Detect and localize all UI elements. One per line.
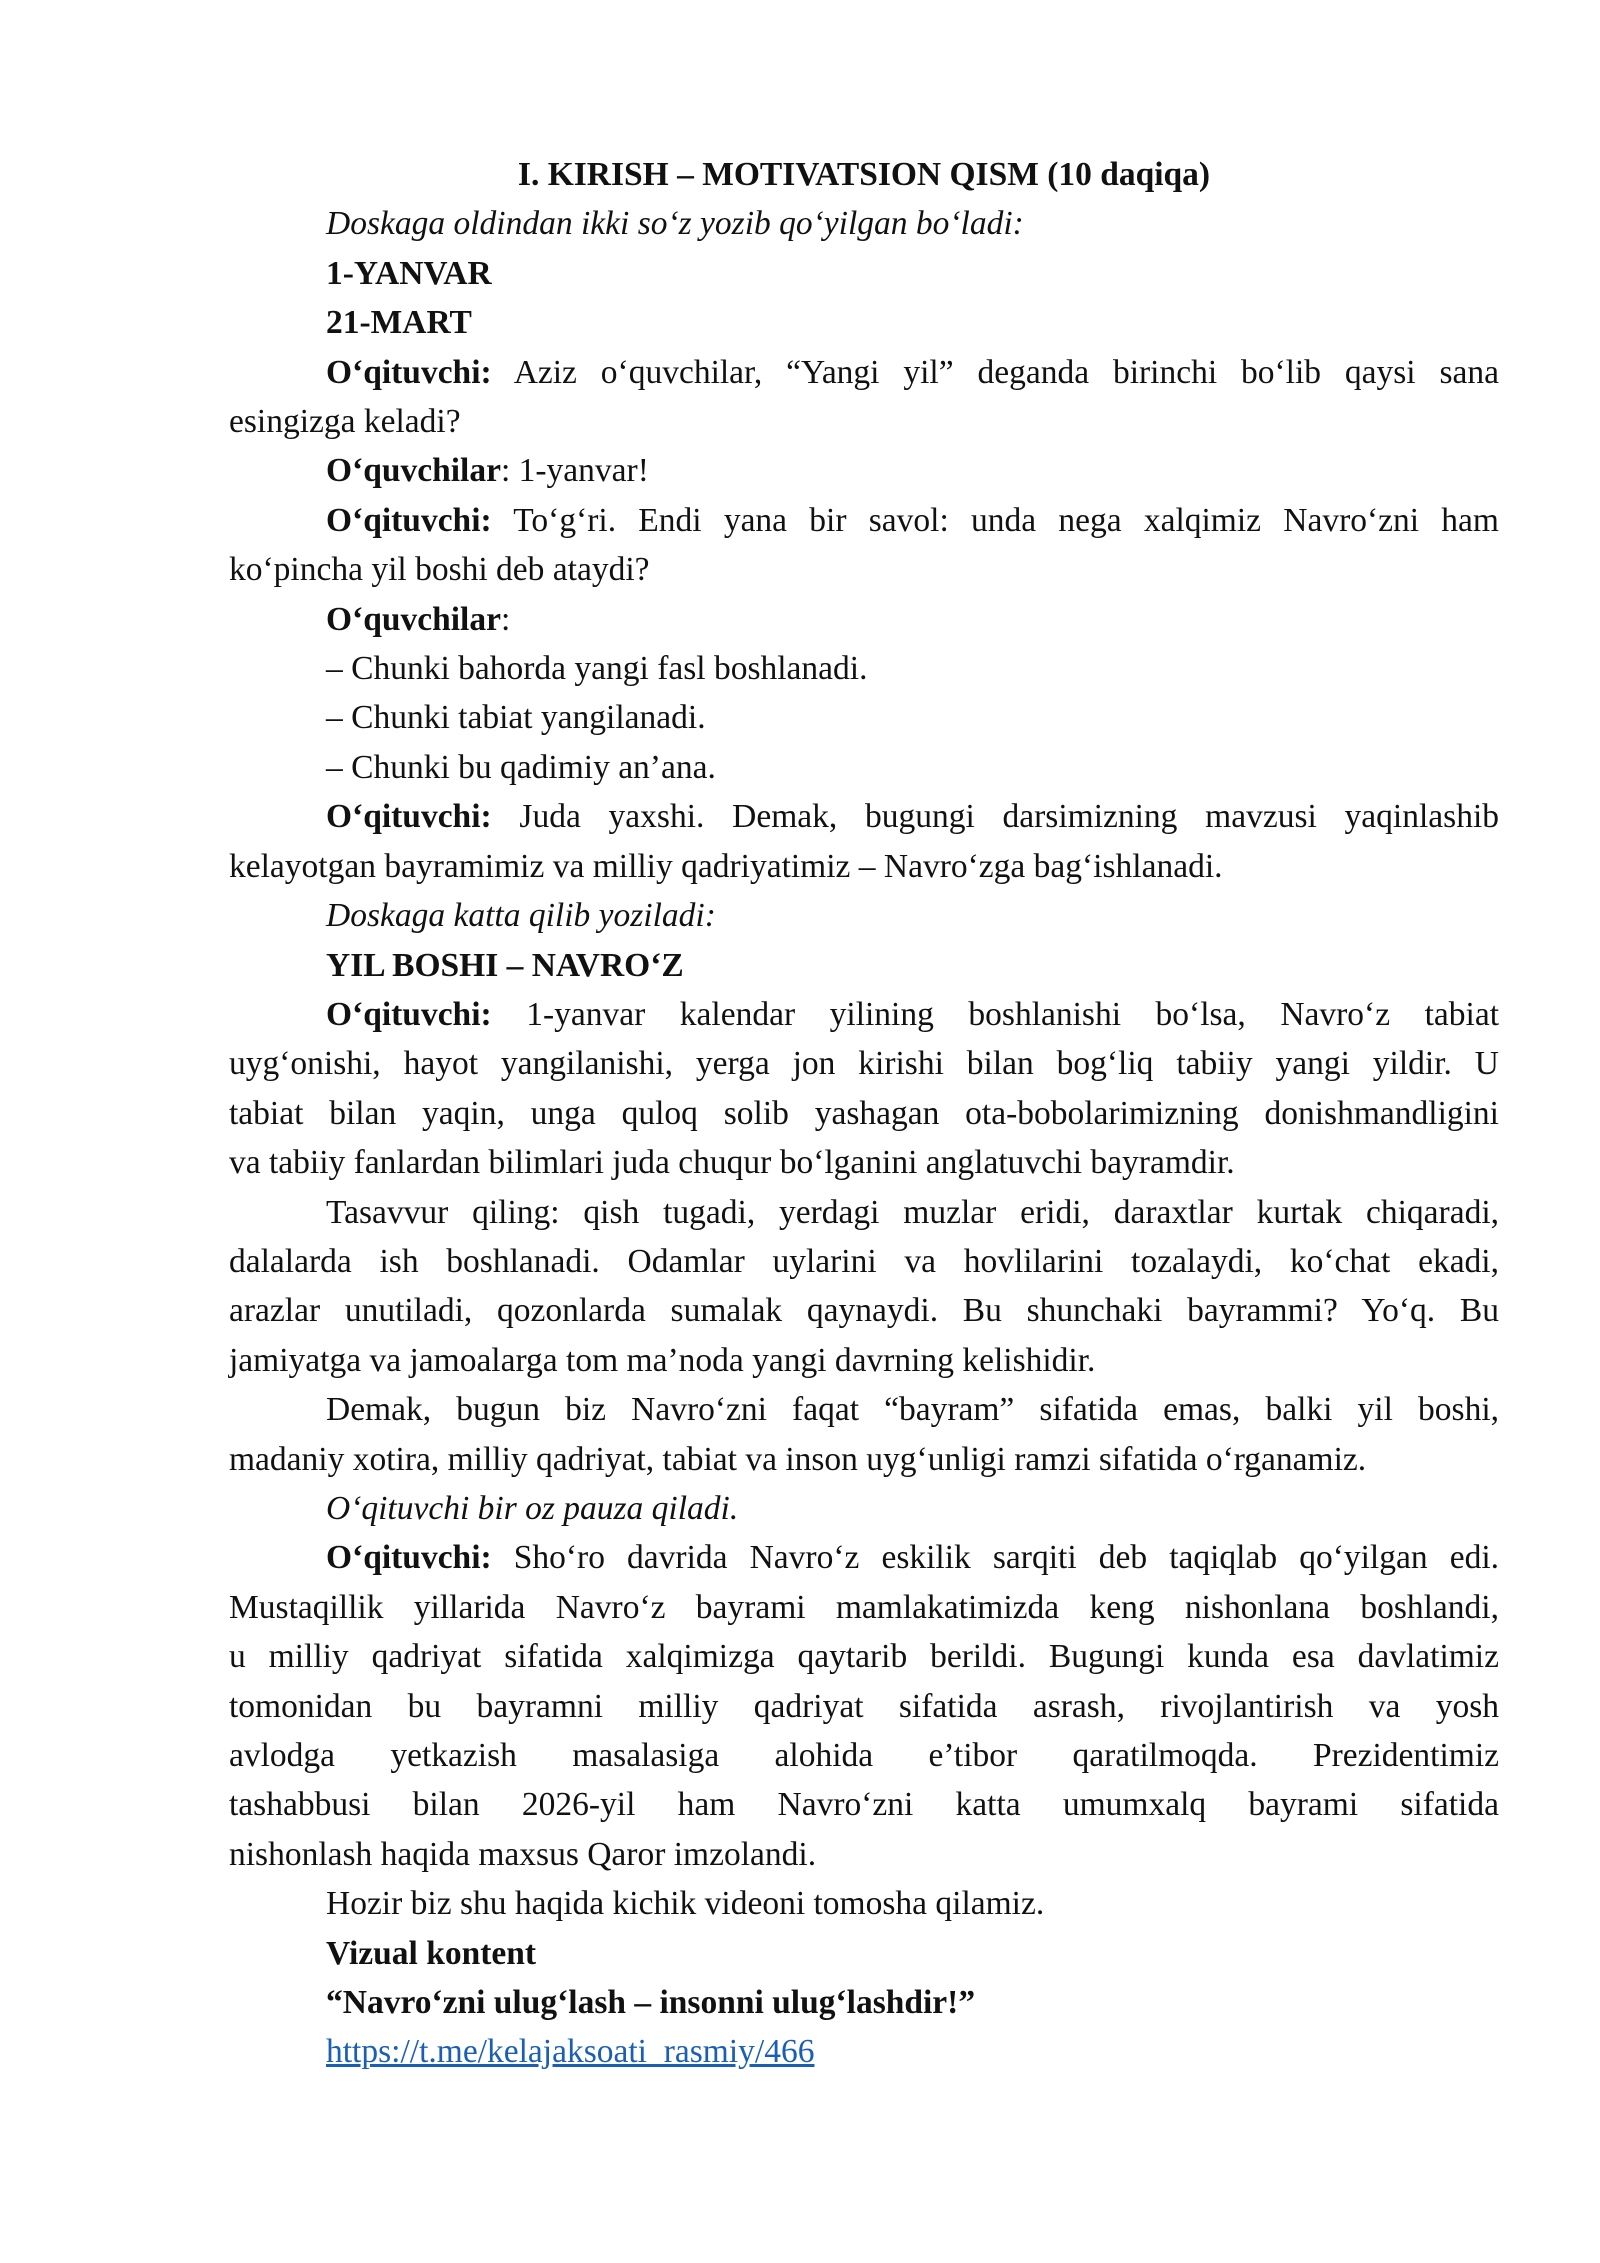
speaker-teacher: O‘qituvchi: xyxy=(326,798,492,836)
video-link[interactable]: https://t.me/kelajaksoati_rasmiy/466 xyxy=(326,2033,815,2071)
line-text: 1-yanvar kalendar yilining boshlanishi bo‘lsa, Navro‘z tabiat xyxy=(526,995,1500,1033)
board-word-2: 21-MART xyxy=(326,304,472,342)
teacher-line xyxy=(229,1533,1499,1582)
line-text: ko‘pincha yil boshi deb ataydi? xyxy=(229,551,650,589)
lesson-topic: YIL BOSHI – NAVRO‘Z xyxy=(326,946,684,984)
teacher-line xyxy=(229,792,1499,841)
speaker-teacher: O‘qituvchi: xyxy=(326,1539,492,1577)
student-answer: – Chunki bahorda yangi fasl boshlanadi. xyxy=(326,650,868,688)
paragraph-line: madaniy xotira, milliy qadriyat, tabiat va inson uyg‘unligi ramzi sifatida o‘rganamiz. xyxy=(229,1440,1367,1478)
line-text: tomonidan bu bayramni milliy qadriyat sifatida asrash, rivojlantirish va yosh xyxy=(229,1687,1499,1725)
line-text: u milliy qadriyat sifatida xalqimizga qaytarib berildi. Bugungi kunda esa davlatimiz xyxy=(229,1638,1499,1676)
student-answer: – Chunki bu qadimiy an’ana. xyxy=(326,748,716,786)
line-text: Juda yaxshi. Demak, bugungi darsimizning mavzusi yaqinlashib xyxy=(519,798,1499,836)
stage-note: Doskaga oldindan ikki so‘z yozib qo‘yilgan bo‘ladi: xyxy=(326,205,1024,243)
line-text: avlodga yetkazish masalasiga alohida e’tibor qaratilmoqda. Prezidentimiz xyxy=(229,1737,1499,1774)
speaker-teacher: O‘qituvchi: xyxy=(326,995,492,1033)
line-text: Aziz o‘quvchilar, “Yangi yil” deganda birinchi bo‘lib qaysi sana xyxy=(513,353,1499,391)
stage-note: Doskaga katta qilib yoziladi: xyxy=(326,897,716,935)
student-answer: – Chunki tabiat yangilanadi. xyxy=(326,699,706,737)
line-text: To‘g‘ri. Endi yana bir savol: unda nega xalqimiz Navro‘zni ham xyxy=(513,501,1499,539)
line-text: uyg‘onishi, hayot yangilanishi, yerga jon kirishi bilan bog‘liq tabiiy yangi yildir. U xyxy=(229,1045,1499,1083)
students-line xyxy=(229,446,1499,495)
colon: : xyxy=(500,600,511,638)
video-title: “Navro‘zni ulug‘lash – insonni ulug‘lashdir!” xyxy=(326,1984,976,2022)
speaker-teacher: O‘qituvchi: xyxy=(326,353,492,391)
stage-note: O‘qituvchi bir oz pauza qiladi. xyxy=(326,1489,739,1527)
line-text: kelayotgan bayramimiz va milliy qadriyatimiz – Navro‘zga bag‘ishlanadi. xyxy=(229,847,1223,885)
speaker-students: O‘quvchilar xyxy=(326,452,501,490)
line-text: Mustaqillik yillarida Navro‘z bayrami mamlakatimizda keng nishonlana boshlandi, xyxy=(229,1588,1499,1626)
section-title: I. KIRISH – MOTIVATSION QISM (10 daqiqa) xyxy=(517,156,1211,193)
teacher-line xyxy=(229,990,1499,1039)
paragraph-line: jamiyatga va jamoalarga tom ma’noda yangi davrning kelishidir. xyxy=(229,1341,1096,1379)
line-text: esingizga keladi? xyxy=(229,403,461,441)
line-text: nishonlash haqida maxsus Qaror imzolandi. xyxy=(229,1835,817,1873)
line-text: va tabiiy fanlardan bilimlari juda chuqur bo‘lganini anglatuvchi bayramdir. xyxy=(229,1144,1235,1182)
paragraph-line: Tasavvur qiling: qish tugadi, yerdagi muzlar eridi, daraxtlar kurtak chiqaradi, xyxy=(326,1193,1499,1231)
paragraph-line: Hozir biz shu haqida kichik videoni tomosha qilamiz. xyxy=(326,1885,1045,1923)
visual-content-label: Vizual kontent xyxy=(326,1934,537,1972)
line-text: 1-yanvar! xyxy=(518,452,649,490)
paragraph-line: dalalarda ish boshlanadi. Odamlar uylarini va hovlilarini tozalaydi, ko‘chat ekadi, xyxy=(229,1242,1499,1280)
students-line xyxy=(229,595,1499,644)
line-text: Sho‘ro davrida Navro‘z eskilik sarqiti deb taqiqlab qo‘yilgan edi. xyxy=(513,1539,1500,1577)
line-text: tabiat bilan yaqin, unga quloq solib yashagan ota-bobolarimizning donishmandligini xyxy=(229,1094,1499,1132)
speaker-students: O‘quvchilar xyxy=(326,600,501,638)
teacher-line xyxy=(229,348,1499,397)
line-text: tashabbusi bilan 2026-yil ham Navro‘zni katta umumxalq bayrami sifatida xyxy=(229,1786,1499,1824)
paragraph-line: Demak, bugun biz Navro‘zni faqat “bayram” sifatida emas, balki yil boshi, xyxy=(326,1391,1499,1429)
board-word-1: 1-YANVAR xyxy=(326,254,492,292)
speaker-teacher: O‘qituvchi: xyxy=(326,501,492,539)
document-page xyxy=(229,150,1499,2077)
paragraph-line: arazlar unutiladi, qozonlarda sumalak qaynaydi. Bu shunchaki bayrammi? Yo‘q. Bu xyxy=(229,1292,1499,1330)
colon: : xyxy=(500,452,511,490)
teacher-line xyxy=(229,496,1499,545)
